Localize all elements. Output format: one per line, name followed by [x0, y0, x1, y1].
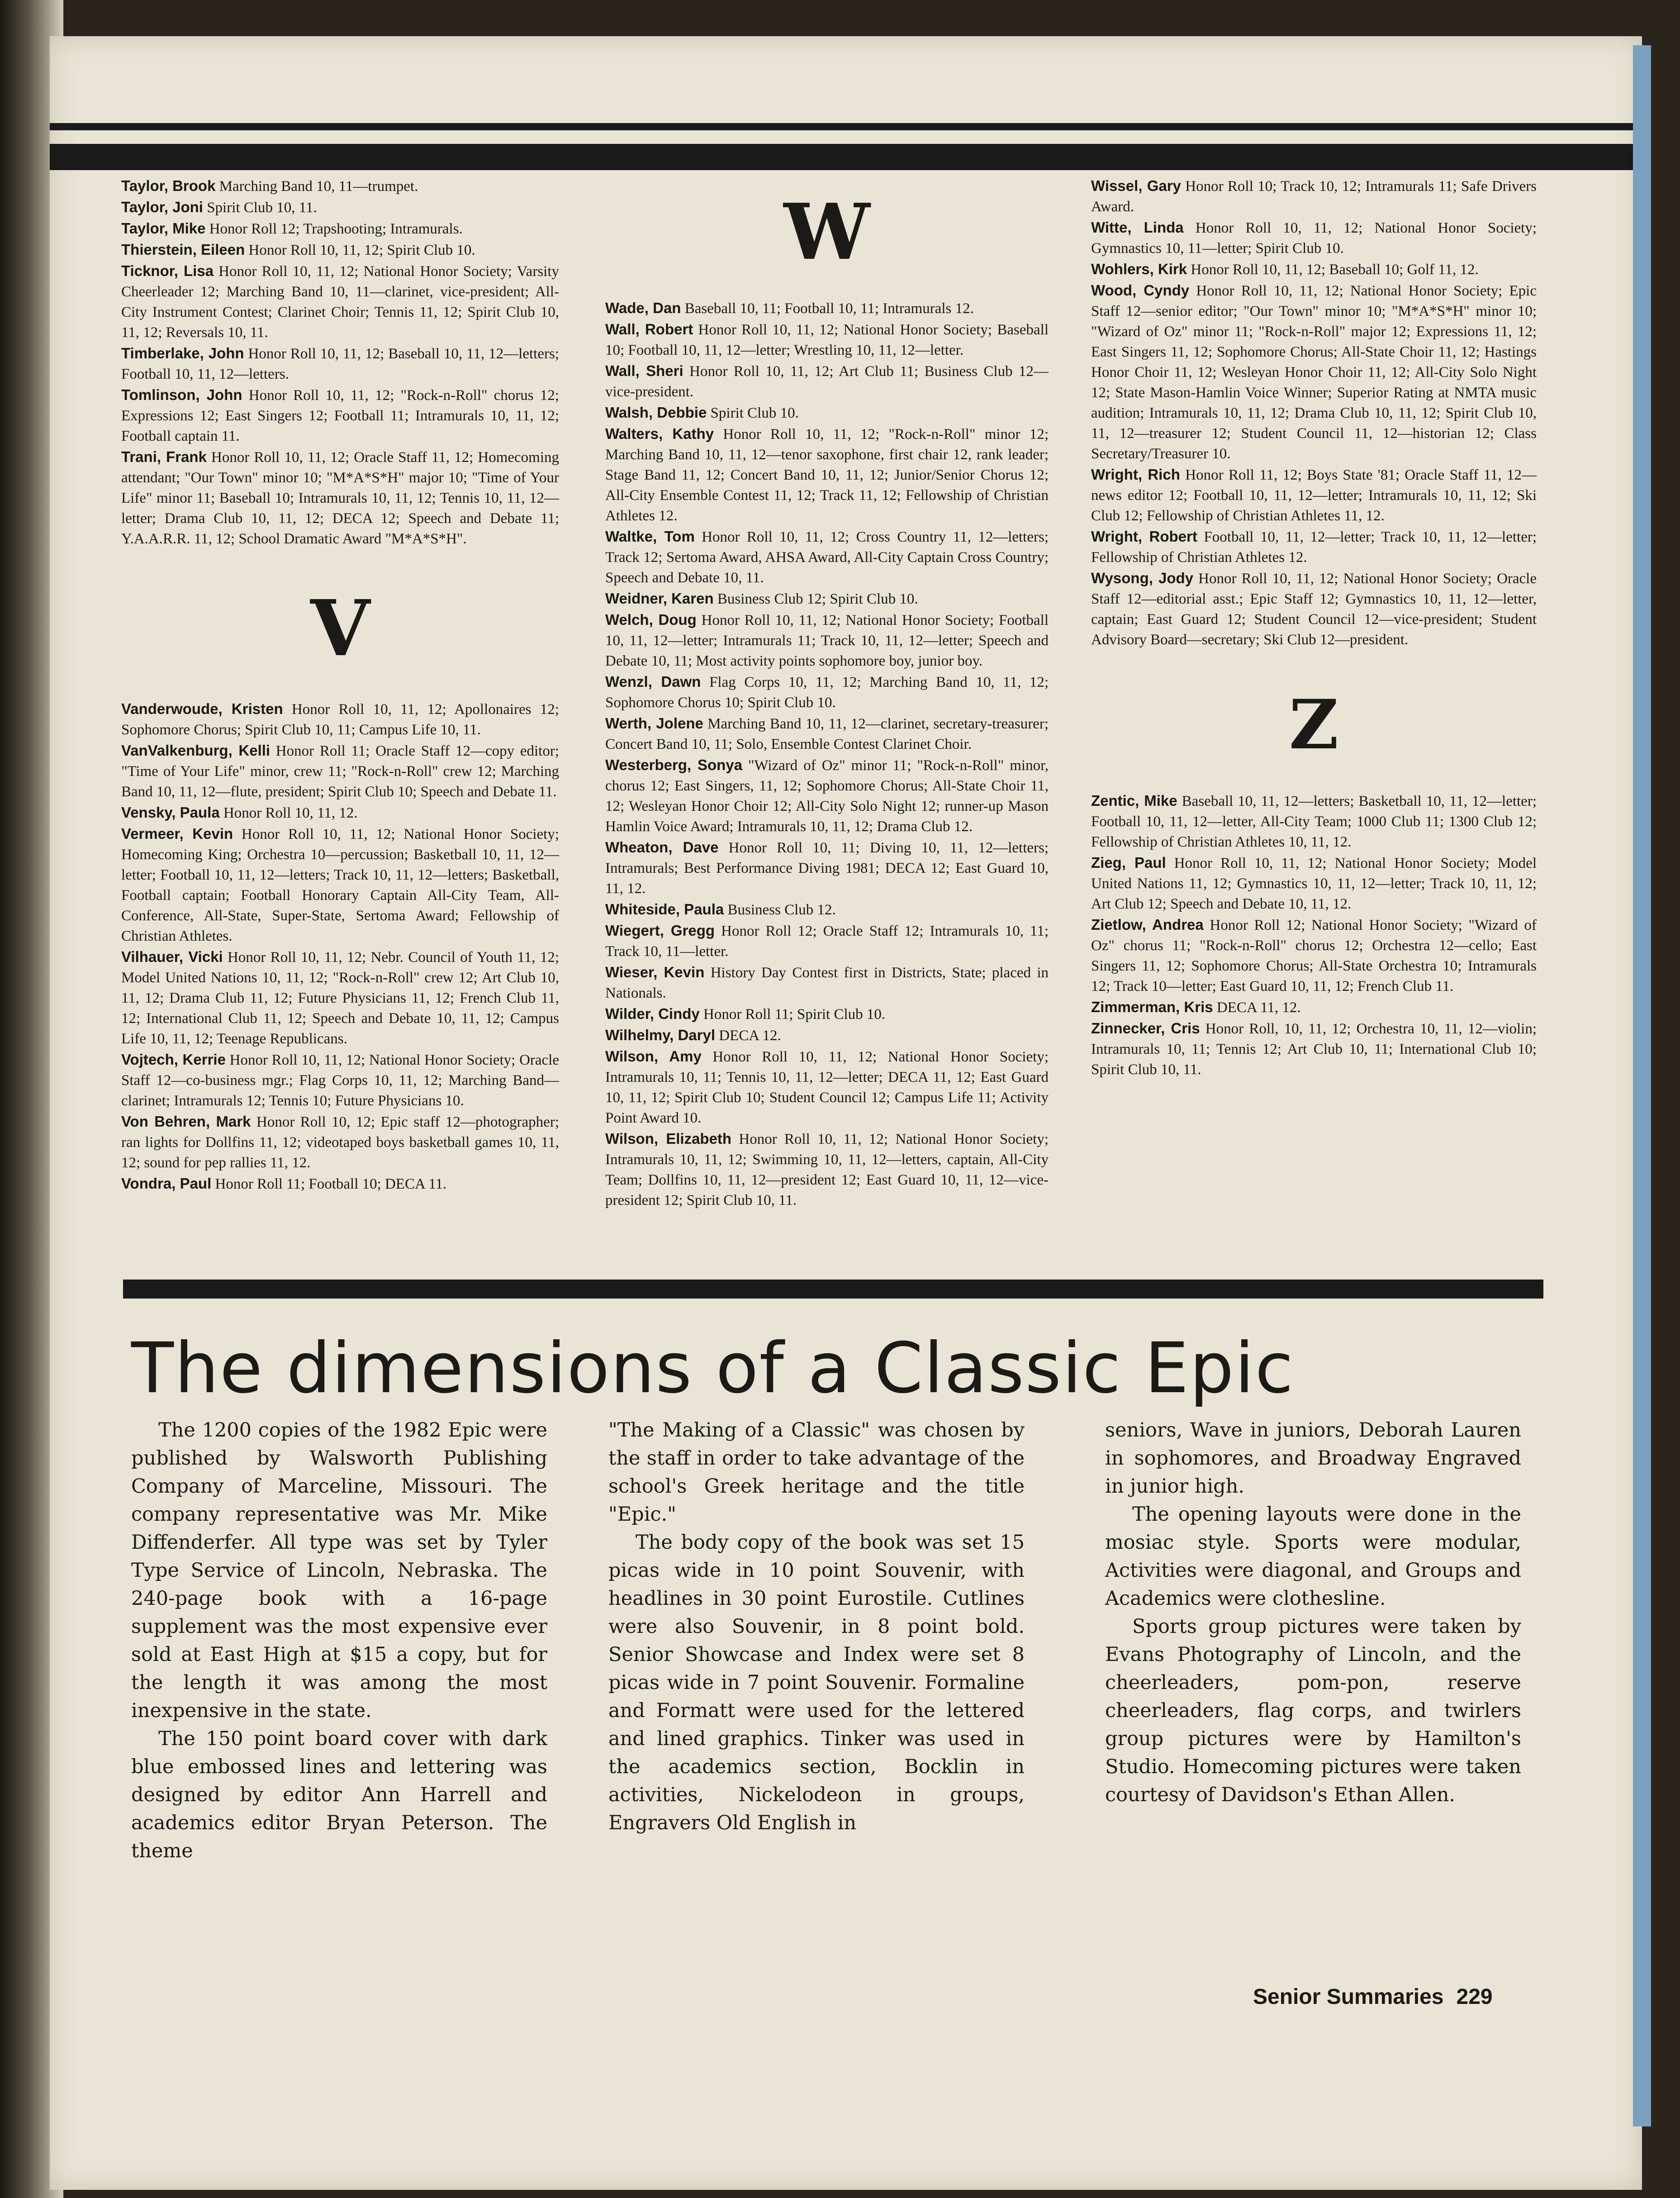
student-entry: [1091, 526, 1537, 568]
student-name: Zimmerman, Kris: [1091, 999, 1213, 1015]
student-entry: [1091, 790, 1537, 852]
article-paragraph: The 150 point board cover with dark blue embossed lines and lettering was designed by editor Ann Harrell and academics editor Bryan Peterson. The theme: [131, 1727, 547, 1862]
student-activities: Honor Roll 10, 11, 12; National Honor Society; Model United Nations 11, 12; Gymnastics 10, 11, 12—letter; Track 10, 11, 12; Art Club 12; Speech and Debate 10, 11, 12.: [1091, 855, 1537, 912]
top-rule-thick: [50, 144, 1633, 170]
student-entry: [121, 447, 559, 549]
student-entry: [605, 671, 1049, 713]
article-paragraph: The 1200 copies of the 1982 Epic were published by Walsworth Publishing Company of Marceline, Missouri. The company representative was Mr. Mike Diffenderfer. All type was set by Tyler Type Service of Lincoln, Nebraska. The 240-page book with a 16-page supplement was the most expensive ever sold at East High at $15 a copy, but for the length it was among the most inexpensive in the state.: [131, 1419, 547, 1722]
student-entry: [605, 920, 1049, 962]
student-entry: [1091, 464, 1537, 526]
article-column-3: [1105, 1416, 1521, 1809]
student-activities: Honor Roll 10, 11, 12; National Honor Society; Epic Staff 12—senior editor; "Our Town" minor 10; "M*A*S*H" minor 10; "Wizard of Oz" minor 11; "Rock-n-Roll" major 12; Expressions 11, 12; East Singers 11, 12; Sophomore Chorus; All-State Choir 11, 12; Hastings Honor Choir 11, 12; Wesleyan Honor Choir 11, 12; All-City Solo Night 12; State Mason-Hamlin Voice Winner; Superior Rating at NMTA music audition; Intramurals 10, 11, 12; Drama Club 10, 11, 12; Spirit Club 10, 11, 12—treasurer 12; Student Council 11, 12—historian 12; Class Secretary/Treasurer 10.: [1091, 283, 1537, 462]
student-activities: History Day Contest first in Districts, State; placed in Nationals.: [605, 965, 1049, 1001]
student-name: VanValkenburg, Kelli: [121, 742, 271, 759]
student-entry: [605, 1025, 1049, 1046]
student-entry: [605, 361, 1049, 402]
index-column-2: [605, 176, 1049, 1211]
student-entry: [121, 947, 559, 1049]
student-entry: [1091, 1018, 1537, 1080]
student-activities: Honor Roll 10, 11, 12; Spirit Club 10.: [245, 242, 475, 258]
student-entry: [121, 385, 559, 447]
student-name: Tomlinson, John: [121, 386, 242, 403]
headline-rule: [123, 1280, 1543, 1299]
article-paragraph: Sports group pictures were taken by Evans Photography of Lincoln, and the cheerleaders, pom-pon, reserve cheerleaders, flag corps, and twirlers group pictures were by Hamilton's Studio. Homecoming pictures were taken courtesy of Davidson's Ethan Allen.: [1105, 1615, 1521, 1806]
student-activities: Honor Roll 10, 11, 12; National Honor Society; Gymnastics 10, 11—letter; Spirit Club 10.: [1091, 220, 1537, 257]
student-activities: Spirit Club 10.: [707, 405, 799, 421]
student-name: Wissel, Gary: [1091, 177, 1181, 194]
student-entry: [1091, 259, 1537, 280]
student-entry: [121, 239, 559, 261]
student-activities: DECA 11, 12.: [1213, 999, 1301, 1016]
index-column-1: [121, 176, 559, 1194]
section-letter-w: W: [783, 187, 870, 277]
article-column-1: [131, 1416, 547, 1865]
student-activities: Honor Roll 11; Spirit Club 10.: [699, 1006, 886, 1023]
index-column-3: [1091, 176, 1537, 1080]
student-entry: [605, 609, 1049, 671]
student-activities: Honor Roll 10, 11, 12; Cross Country 11, 12—letters; Track 12; Sertoma Award, AHSA Award, All-City Captain Cross Country; Speech and Debate 10, 11.: [605, 529, 1049, 586]
student-name: Zieg, Paul: [1091, 854, 1166, 871]
student-activities: Honor Roll 12; Trapshooting; Intramurals.: [205, 221, 463, 237]
student-activities: Honor Roll 10, 11, 12.: [219, 805, 358, 821]
page-edge-tab: [1633, 45, 1651, 2127]
student-name: Taylor, Brook: [121, 177, 216, 194]
student-name: Vondra, Paul: [121, 1175, 212, 1192]
student-name: Wall, Sheri: [605, 362, 683, 379]
student-activities: Marching Band 10, 11, 12—clarinet, secretary-treasurer; Concert Band 10, 11; Solo, Ensemble Contest Clarinet Choir.: [605, 716, 1049, 752]
student-name: Wood, Cyndy: [1091, 282, 1190, 299]
student-activities: Baseball 10, 11; Football 10, 11; Intramurals 12.: [681, 300, 974, 317]
student-name: Vensky, Paula: [121, 804, 220, 821]
student-name: Wilson, Elizabeth: [605, 1130, 732, 1147]
student-entry: [605, 319, 1049, 361]
student-name: Walters, Kathy: [605, 425, 714, 442]
student-entry: [605, 755, 1049, 837]
t-entries: [121, 176, 559, 549]
w-entries: [605, 298, 1049, 1211]
student-entry: [121, 176, 559, 197]
student-activities: Honor Roll 10, 11, 12; National Honor Society; Intramurals 10, 11, 12; Swimming 10, 11, 12—letters, captain, All-City Team; Dollfins 10, 11, 12—president 12; East Guard 10, 11, 12—vice-president 12; Spirit Club 10, 11.: [605, 1131, 1049, 1208]
student-name: Witte, Linda: [1091, 219, 1184, 236]
student-activities: Football 10, 11, 12—letter; Track 10, 11, 12—letter; Fellowship of Christian Athletes 12.: [1091, 529, 1537, 566]
student-name: Wright, Robert: [1091, 528, 1197, 545]
student-name: Waltke, Tom: [605, 528, 695, 545]
student-activities: Honor Roll 10, 12; Epic staff 12—photographer; ran lights for Dollfins 11, 12; videotaped boys basketball games 10, 11, 12; sound for pep rallies 11, 12.: [121, 1114, 559, 1171]
student-name: Wenzl, Dawn: [605, 673, 701, 690]
v-entries: [121, 699, 559, 1194]
section-letter-v: V: [310, 583, 370, 674]
student-name: Welch, Doug: [605, 611, 697, 628]
student-name: Zinnecker, Cris: [1091, 1020, 1200, 1037]
page-number: 229: [1456, 1985, 1493, 2009]
student-entry: [121, 1049, 559, 1111]
student-name: Wilson, Amy: [605, 1048, 702, 1065]
student-entry: [605, 962, 1049, 1004]
student-entry: [121, 261, 559, 343]
student-name: Thierstein, Eileen: [121, 241, 245, 258]
student-activities: Honor Roll 10, 11, 12; Baseball 10, 11, 12—letters; Football 10, 11, 12—letters.: [121, 346, 559, 382]
student-entry: [121, 197, 559, 218]
student-activities: Honor Roll 10, 11, 12; National Honor Society; Intramurals 10, 11; Tennis 10, 11, 12—letter; DECA 11, 12; East Guard 10, 11, 12; Spirit Club 10; Student Council 12; Campus Life 11; Activity Point Award 10.: [605, 1049, 1049, 1126]
student-entry: [605, 298, 1049, 319]
student-activities: Marching Band 10, 11—trumpet.: [215, 178, 418, 195]
student-entry: [605, 588, 1049, 609]
student-name: Ticknor, Lisa: [121, 262, 214, 279]
student-name: Wheaton, Dave: [605, 839, 719, 856]
student-name: Walsh, Debbie: [605, 404, 707, 421]
student-entry: [605, 526, 1049, 588]
student-activities: Flag Corps 10, 11, 12; Marching Band 10, 11, 12; Sophomore Chorus 10; Spirit Club 10.: [605, 674, 1049, 711]
article-paragraph: The opening layouts were done in the mosiac style. Sports were modular, Activities were diagonal, and Groups and Academics were clothesline.: [1105, 1503, 1521, 1610]
student-name: Wysong, Jody: [1091, 570, 1193, 586]
student-activities: Honor Roll 10, 11; Diving 10, 11, 12—letters; Intramurals; Best Performance Diving 1981; DECA 12; East Guard 10, 11, 12.: [605, 840, 1049, 897]
student-name: Vermeer, Kevin: [121, 825, 233, 842]
student-activities: Honor Roll 10, 11, 12; National Honor Society; Football 10, 11, 12—letter; Intramurals 11; Track 10, 11, 12—letter; Speech and Debate 10, 11; Most activity points sophomore boy, junior boy.: [605, 612, 1049, 669]
student-name: Wilder, Cindy: [605, 1005, 700, 1022]
student-entry: [605, 1004, 1049, 1025]
student-activities: Honor Roll 10, 11, 12; National Honor Society; Baseball 10; Football 10, 11, 12—letter; Wrestling 10, 11, 12—letter.: [605, 322, 1049, 358]
student-entry: [605, 423, 1049, 526]
student-activities: Business Club 12.: [724, 902, 836, 918]
article-paragraph: "The Making of a Classic" was chosen by the staff in order to take advantage of the school's Greek heritage and the title "Epic.": [608, 1419, 1025, 1526]
student-activities: Honor Roll 11; Football 10; DECA 11.: [211, 1176, 447, 1192]
student-activities: Honor Roll 10, 11, 12; Baseball 10; Golf 11, 12.: [1187, 262, 1479, 278]
student-activities: Honor Roll 10, 11, 12; "Rock-n-Roll" minor 12; Marching Band 10, 11, 12—tenor saxophone, first chair 12, rank leader; Stage Band 11, 12; Concert Band 10, 11, 12; Junior/Senior Chorus 12; All-City Ensemble Contest 11, 12; Track 11, 12; Fellowship of Christian Athletes 12.: [605, 426, 1049, 524]
student-entry: [121, 1111, 559, 1173]
student-entry: [605, 713, 1049, 755]
student-entry: [1091, 217, 1537, 259]
student-entry: [605, 1046, 1049, 1128]
page-footer: [1253, 1984, 1493, 2009]
student-name: Whiteside, Paula: [605, 901, 724, 918]
student-entry: [121, 823, 559, 947]
z-entries: [1091, 790, 1537, 1080]
student-name: Werth, Jolene: [605, 715, 703, 732]
student-name: Vojtech, Kerrie: [121, 1051, 226, 1068]
student-name: Trani, Frank: [121, 448, 207, 465]
student-entry: [1091, 568, 1537, 650]
footer-section-title: Senior Summaries: [1253, 1985, 1444, 2009]
student-entry: [605, 837, 1049, 899]
student-entry: [1091, 997, 1537, 1018]
article-column-2: [608, 1416, 1025, 1837]
student-name: Wiegert, Gregg: [605, 922, 715, 939]
student-activities: "Wizard of Oz" minor 11; "Rock-n-Roll" minor, chorus 12; East Singers, 11, 12; Sophomore Chorus; All-State Choir 11, 12; Wesleyan Honor Choir 12; All-City Solo Night 12; runner-up Mason Hamlin Voice Award; Intramurals 10, 11, 12; Drama Club 12.: [605, 757, 1049, 835]
w-entries-continued: [1091, 176, 1537, 650]
student-name: Wall, Robert: [605, 321, 693, 338]
student-entry: [121, 699, 559, 740]
student-name: Timberlake, John: [121, 345, 244, 362]
article-paragraph: The body copy of the book was set 15 picas wide in 10 point Souvenir, with headlines in 30 point Eurostile. Cutlines were also Souvenir, in 8 point bold. Senior Showcase and Index were set 8 picas wide in 7 point Souvenir. Formaline and Formatt were used for the lettered and lined graphics. Tinker was used in the academics section, Bocklin in activities, Nickelodeon in groups, Engravers Old English in: [608, 1531, 1025, 1834]
student-activities: Business Club 12; Spirit Club 10.: [713, 591, 918, 607]
student-name: Vilhauer, Vicki: [121, 948, 223, 965]
student-entry: [121, 218, 559, 239]
student-entry: [605, 402, 1049, 423]
student-entry: [121, 740, 559, 802]
student-activities: Honor Roll 10, 11, 12; National Honor Society; Oracle Staff 12—co-business mgr.; Flag Corps 10, 11, 12; Marching Band—clarinet; Intramurals 12; Tennis 10; Future Physicians 10.: [121, 1052, 559, 1109]
student-name: Wilhelmy, Daryl: [605, 1027, 716, 1043]
student-activities: Honor Roll 12; Oracle Staff 12; Intramurals 10, 11; Track 10, 11—letter.: [605, 923, 1049, 960]
section-letter-z: Z: [1289, 685, 1339, 765]
student-entry: [1091, 176, 1537, 217]
student-name: Westerberg, Sonya: [605, 756, 743, 773]
student-activities: Honor Roll 10, 11, 12; National Honor Society; Homecoming King; Orchestra 10—percussion; Basketball 10, 11, 12—letter; Football 10, 11, 12—letters; Track 10, 11, 12—letters; Basketball, Football captain; Football Honorary Captain All-City Team, All-Conference, All-State, Super-State, Sertoma Award; Fellowship of Christian Athletes.: [121, 826, 559, 944]
student-activities: Honor Roll, 10, 11, 12; Orchestra 10, 11, 12—violin; Intramurals 10, 11; Tennis 12; Art Club 10, 11; International Club 10; Spirit Club 10, 11.: [1091, 1021, 1537, 1078]
student-entry: [605, 899, 1049, 920]
student-activities: Baseball 10, 11, 12—letters; Basketball 10, 11, 12—letter; Football 10, 11, 12—letter, All-City Team; 1000 Club 11; 1300 Club 12; Fellowship of Christian Athletes 10, 11, 12.: [1091, 793, 1537, 850]
student-activities: Honor Roll 10, 11, 12; National Honor Society; Oracle Staff 12—editorial asst.; Epic Staff 12; Gymnastics 10, 11, 12—letter, captain; East Guard 12; Student Council 12—vice-president; Student Advisory Board—secretary; Ski Club 12—president.: [1091, 571, 1537, 648]
student-entry: [121, 1173, 559, 1194]
student-activities: Honor Roll 12; National Honor Society; "Wizard of Oz" chorus 11; "Rock-n-Roll" chorus 12; Orchestra 12—cello; East Singers 11, 12; Sophomore Chorus; All-State Orchestra 10; Intramurals 12; Track 10—letter; East Guard 10, 11, 12; French Club 11.: [1091, 917, 1537, 994]
article-headline: The dimensions of a Classic Epic: [131, 1328, 1295, 1409]
student-name: Vanderwoude, Kristen: [121, 700, 283, 717]
top-rule-thin: [50, 123, 1633, 130]
student-activities: Honor Roll 10, 11, 12; Art Club 11; Business Club 12—vice-president.: [605, 363, 1049, 400]
student-name: Wieser, Kevin: [605, 964, 705, 980]
student-activities: Honor Roll 11, 12; Boys State '81; Oracle Staff 11, 12—news editor 12; Football 10, 11, 12—letter; Intramurals 10, 11, 12; Ski Club 12; Fellowship of Christian Athletes 11, 12.: [1091, 467, 1537, 524]
student-name: Zentic, Mike: [1091, 792, 1177, 809]
student-activities: Honor Roll 10; Track 10, 12; Intramurals 11; Safe Drivers Award.: [1091, 178, 1537, 215]
student-entry: [1091, 280, 1537, 464]
student-name: Zietlow, Andrea: [1091, 916, 1204, 933]
student-name: Von Behren, Mark: [121, 1113, 251, 1130]
student-activities: Honor Roll 10, 11, 12; "Rock-n-Roll" chorus 12; Expressions 12; East Singers 12; Football 11; Intramurals 10, 11, 12; Football captain 11.: [121, 387, 559, 444]
student-name: Wright, Rich: [1091, 466, 1180, 483]
student-entry: [605, 1128, 1049, 1211]
article-paragraph: seniors, Wave in juniors, Deborah Lauren in sophomores, and Broadway Engraved in junior high.: [1105, 1419, 1521, 1498]
student-activities: Honor Roll 10, 11, 12; National Honor Society; Varsity Cheerleader 12; Marching Band 10, 11—clarinet, vice-president; All-City Instrument Contest; Clarinet Choir; Tennis 11, 12; Spirit Club 10, 11, 12; Reversals 10, 11.: [121, 263, 559, 341]
student-name: Weidner, Karen: [605, 590, 714, 607]
student-entry: [1091, 914, 1537, 997]
student-activities: Honor Roll 10, 11, 12; Nebr. Council of Youth 11, 12; Model United Nations 10, 11, 12; "Rock-n-Roll" crew 12; Art Club 10, 11, 12; Drama Club 11, 12; Future Physicians 11, 12; French Club 11, 12; International Club 11, 12; Speech and Debate 10, 11, 12; Campus Life 10, 11, 12; Teenage Republicans.: [121, 949, 559, 1047]
student-entry: [1091, 852, 1537, 914]
student-name: Taylor, Mike: [121, 220, 206, 237]
student-entry: [121, 802, 559, 823]
student-entry: [121, 343, 559, 385]
student-activities: Honor Roll 10, 11, 12; Oracle Staff 11, 12; Homecoming attendant; "Our Town" minor 10; "M*A*S*H" major 10; "Time of Your Life" minor 11; Baseball 10; Intramurals 10, 11, 12; Tennis 10, 11, 12—letter; Drama Club 10, 11, 12; DECA 12; Speech and Debate 11; Y.A.A.R.R. 11, 12; School Dramatic Award "M*A*S*H".: [121, 449, 560, 547]
student-name: Wohlers, Kirk: [1091, 261, 1187, 277]
student-activities: DECA 12.: [715, 1028, 781, 1044]
student-activities: Honor Roll 10, 11, 12; Apollonaires 12; Sophomore Chorus; Spirit Club 10, 11; Campus Life 10, 11.: [121, 701, 559, 738]
student-activities: Spirit Club 10, 11.: [203, 200, 317, 216]
student-name: Taylor, Joni: [121, 199, 203, 215]
student-name: Wade, Dan: [605, 300, 681, 316]
student-activities: Honor Roll 11; Oracle Staff 12—copy editor; "Time of Your Life" minor, crew 11; "Rock-n-Roll" crew 12; Marching Band 10, 11, 12—flute, president; Spirit Club 10; Speech and Debate 11.: [121, 743, 559, 800]
